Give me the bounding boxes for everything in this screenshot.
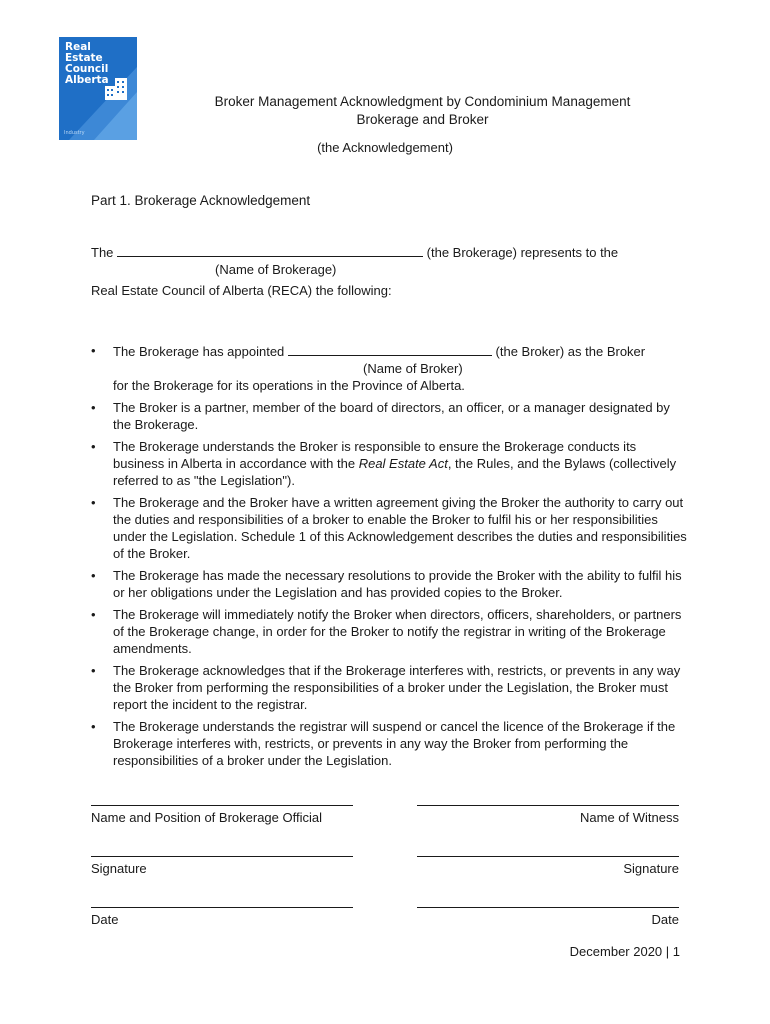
intro-line-2: Real Estate Council of Alberta (RECA) the following:	[91, 283, 392, 298]
brokerage-name-field[interactable]	[117, 243, 423, 257]
witness-date-label: Date	[651, 912, 679, 927]
bullet-1-line-2: for the Brokerage for its operations in the Province of Alberta.	[113, 378, 465, 393]
list-item	[91, 662, 691, 713]
witness-name-label: Name of Witness	[580, 810, 679, 825]
reca-logo	[59, 37, 137, 140]
official-signature-label: Signature	[91, 861, 147, 876]
intro-prefix: The	[91, 245, 114, 260]
bullet-icon: •	[91, 719, 96, 734]
bullet-5-text: The Brokerage has made the necessary resolutions to provide the Broker with the ability to fulfil his or her obligations under the Legislation and has provided copies to the Broker.	[113, 568, 682, 600]
bullet-8-text: The Brokerage understands the registrar will suspend or cancel the licence of the Brokerage if the Brokerage interferes with, restricts, or prevents in any way the Broker from performing the responsibilities of a broker under the Legislation.	[113, 719, 676, 768]
document-subtitle: (the Acknowledgement)	[317, 140, 453, 155]
logo-name: Real Estate Council Alberta	[65, 41, 109, 86]
witness-name-line[interactable]	[417, 805, 679, 806]
logo-tagline: Industry	[64, 130, 85, 136]
official-name-label: Name and Position of Brokerage Official	[91, 810, 322, 825]
document-title: Broker Management Acknowledgment by Condominium Management Brokerage and Broker	[214, 94, 631, 127]
bullet-1-suffix: (the Broker) as the Broker	[495, 344, 646, 359]
witness-date-line[interactable]	[417, 907, 679, 908]
list-item	[91, 342, 691, 394]
acknowledgement-list	[91, 342, 691, 774]
bullet-6-text: The Brokerage will immediately notify the Broker when directors, officers, shareholders, or partners of the Brokerage change, in order for the Broker to notify the registrar in writing of the Brokerage amendments.	[113, 607, 682, 656]
bullet-icon: •	[91, 343, 96, 358]
bullet-4-text: The Brokerage and the Broker have a written agreement giving the Broker the authority to carry out the duties and responsibilities of a broker to enable the Broker to fulfil his or her responsibilities under the Legislation. Schedule 1 of this Acknowledgement describes the duties and responsibilities of the Broker.	[113, 495, 687, 561]
witness-signature-line[interactable]	[417, 856, 679, 857]
list-item	[91, 494, 691, 562]
bullet-icon: •	[91, 607, 96, 622]
bullet-3-text-pre: The Brokerage understands the Broker is responsible to ensure the Brokerage conducts its business in Alberta in accordance with the	[113, 439, 637, 471]
list-item	[91, 606, 691, 657]
broker-name-caption: (Name of Broker)	[363, 361, 463, 376]
bullet-icon: •	[91, 568, 96, 583]
part1-heading: Part 1. Brokerage Acknowledgement	[91, 193, 311, 208]
broker-name-field[interactable]	[288, 342, 492, 356]
bullet-icon: •	[91, 663, 96, 678]
list-item	[91, 567, 691, 601]
bullet-icon: •	[91, 400, 96, 415]
bullet-2-text: The Broker is a partner, member of the board of directors, an officer, or a manager designated by the Brokerage.	[113, 400, 670, 432]
bullet-3-text-post: , the Rules, and the Bylaws (collectively referred to as "the Legislation").	[113, 456, 677, 488]
bullet-7-text: The Brokerage acknowledges that if the Brokerage interferes with, restricts, or prevents in any way the Broker from performing the responsibilities of a broker under the Legislation, the Broker must report the incident to the registrar.	[113, 663, 681, 712]
brokerage-name-caption: (Name of Brokerage)	[215, 262, 337, 277]
official-name-line[interactable]	[91, 805, 353, 806]
intro-line	[91, 243, 618, 261]
official-date-line[interactable]	[91, 907, 353, 908]
list-item	[91, 718, 691, 769]
bullet-icon: •	[91, 495, 96, 510]
witness-signature-label: Signature	[623, 861, 679, 876]
bullet-1-prefix: The Brokerage has appointed	[113, 344, 285, 359]
list-item	[91, 399, 691, 433]
bullet-icon: •	[91, 439, 96, 454]
page-footer: December 2020 | 1	[569, 944, 680, 959]
official-date-label: Date	[91, 912, 119, 927]
official-signature-line[interactable]	[91, 856, 353, 857]
intro-suffix: (the Brokerage) represents to the	[426, 245, 619, 260]
real-estate-act-italic: Real Estate Act	[358, 456, 448, 471]
list-item	[91, 438, 691, 489]
